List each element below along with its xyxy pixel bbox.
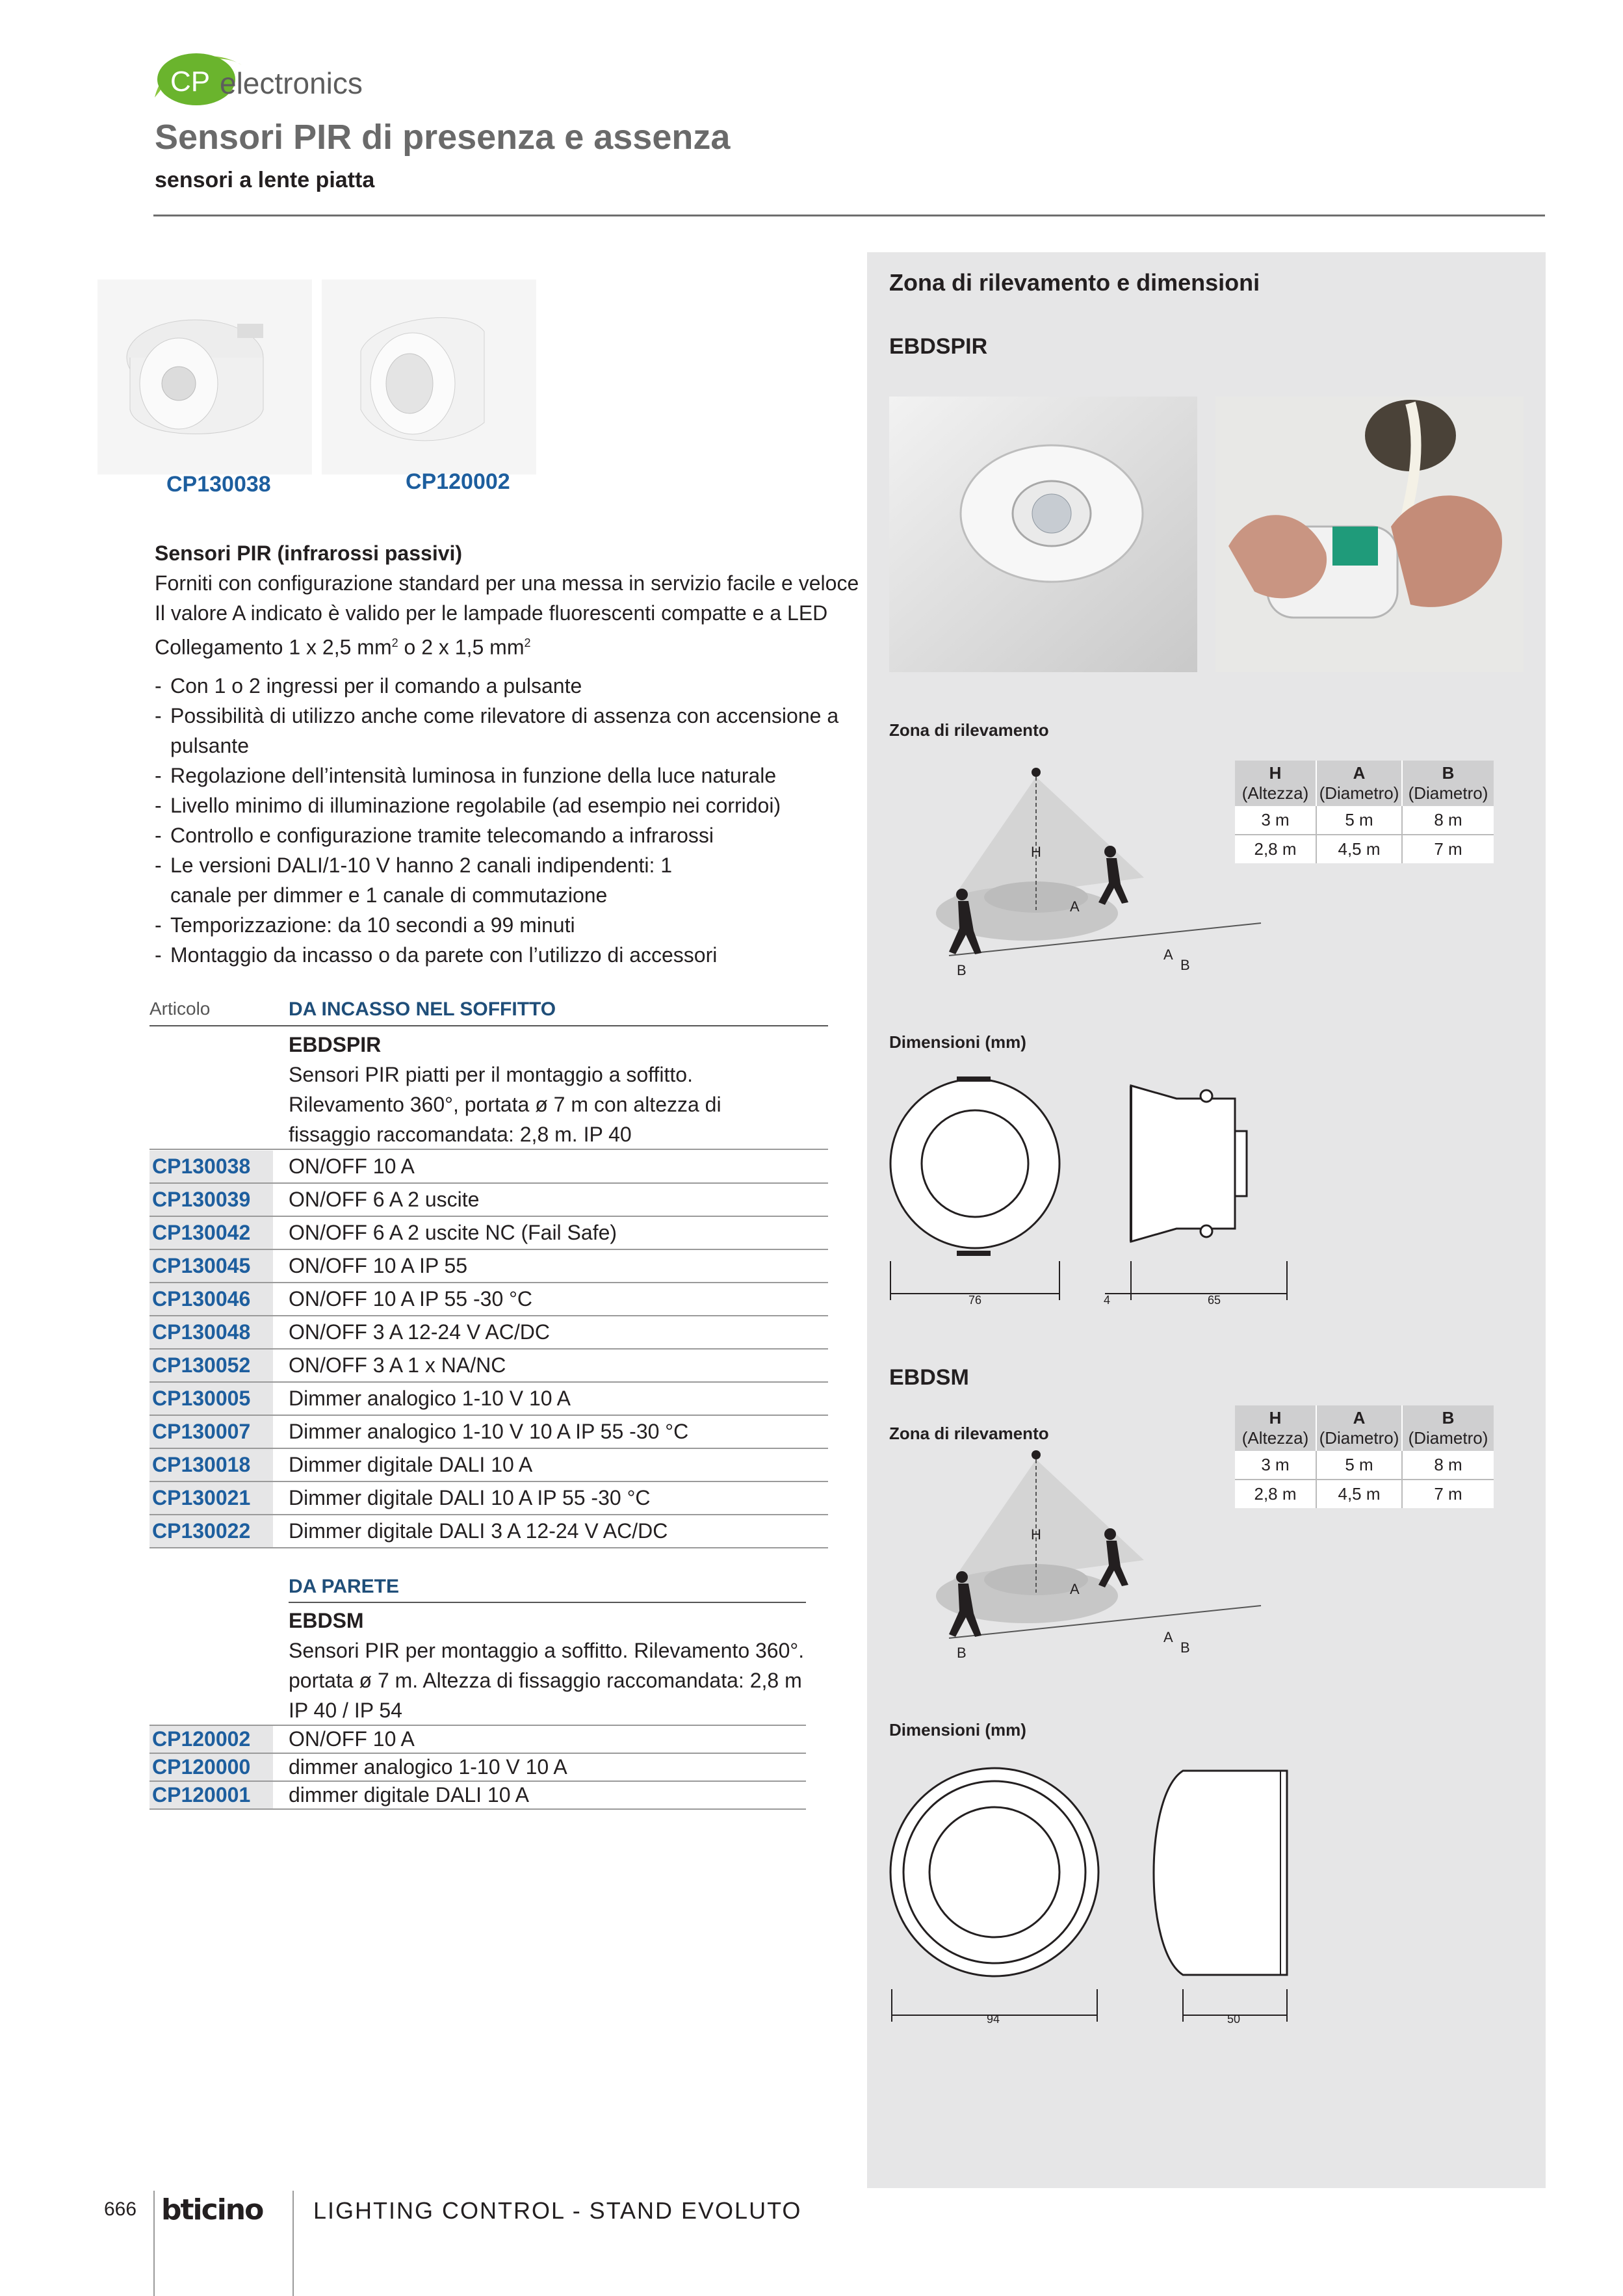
dimension-value: 65 (1208, 1294, 1221, 1307)
model-desc: portata ø 7 m. Altezza di fissaggio raccomandata: 2,8 m (289, 1669, 802, 1692)
table-row: CP130045 ON/OFF 10 A IP 55 (149, 1250, 828, 1283)
model-desc: Sensori PIR per montaggio a soffitto. Rilevamento 360°. (289, 1639, 805, 1662)
table-rule (149, 1149, 828, 1150)
dimension-value: 94 (987, 2013, 1000, 2026)
diagram-letter: A (1070, 1581, 1080, 1597)
table-row: CP130007 Dimmer analogico 1-10 V 10 A IP 55 -30 °C (149, 1416, 828, 1449)
model-desc: Sensori PIR piatti per il montaggio a soffitto. (289, 1063, 693, 1086)
page-number: 666 (104, 2198, 137, 2220)
logo-initials: CP (170, 66, 211, 98)
dimensions-label: Dimensioni (mm) (889, 1720, 1026, 1740)
diagram-letter: B (957, 1645, 967, 1661)
dimension-value: 50 (1227, 2013, 1241, 2026)
product-photo-cp130038 (97, 280, 312, 475)
feature-item: - Possibilità di utilizzo anche come rilevatore di assenza con accensione a pulsante (155, 701, 870, 761)
product-code-label: CP130038 (166, 472, 271, 497)
zone-label: Zona di rilevamento (889, 1424, 1049, 1443)
logo-text: electronics (220, 66, 363, 100)
intro-connection: Collegamento 1 x 2,5 $mm^2$ o 2 x 1,5 $mm^2$ (155, 635, 531, 659)
feature-item: - Temporizzazione: da 10 secondi a 99 minuti (155, 910, 870, 940)
model-desc: IP 40 / IP 54 (289, 1699, 402, 1722)
bticino-logo: bticino (161, 2193, 263, 2226)
section-header: DA PARETE (289, 1576, 400, 1597)
page-subtitle: sensori a lente piatta (155, 168, 375, 192)
panel-title: Zona di rilevamento e dimensioni (889, 269, 1260, 296)
footer-section: LIGHTING CONTROL - STAND EVOLUTO (313, 2197, 802, 2224)
model-name: EBDSPIR (289, 1033, 382, 1056)
page-title: Sensori PIR di presenza e assenza (155, 118, 731, 157)
feature-item-continued: canale per dimmer e 1 canale di commutazione (170, 883, 608, 907)
table-row: CP130018 Dimmer digitale DALI 10 A (149, 1449, 828, 1482)
diagram-letter: H (1031, 1526, 1041, 1543)
cp-electronics-logo (151, 39, 365, 111)
table-row: CP130048 ON/OFF 3 A 12-24 V AC/DC (149, 1316, 828, 1350)
installed-sensor-photo (889, 397, 1197, 672)
diagram-letter: B (1180, 1639, 1190, 1656)
table-row: CP120002 ON/OFF 10 A (149, 1726, 806, 1754)
section-header: DA INCASSO NEL SOFFITTO (289, 998, 556, 1020)
column-label-articolo: Articolo (149, 998, 211, 1019)
feature-list (155, 671, 870, 970)
detection-zone-diagram (897, 761, 1274, 982)
product-photo-cp120002 (322, 280, 536, 475)
panel-model-ebdsm: EBDSM (889, 1365, 969, 1390)
table-row: CP130038 ON/OFF 10 A (149, 1151, 828, 1184)
dimension-drawing-ebdspir (884, 1066, 1300, 1313)
table-row: CP130042 ON/OFF 6 A 2 uscite NC (Fail Safe) (149, 1217, 828, 1250)
zone-label: Zona di rilevamento (889, 720, 1049, 740)
table-row: CP130039 ON/OFF 6 A 2 uscite (149, 1184, 828, 1217)
zone-spec-table: H (Altezza) A (Diametro) B (Diametro) 3 m 5 m 8 m 2,8 m 4,5 m 7 m (1235, 761, 1494, 863)
feature-item: - Con 1 o 2 ingressi per il comando a pulsante (155, 671, 870, 701)
intro-line: Forniti con configurazione standard per una messa in servizio facile e veloce (155, 571, 859, 595)
table-rule (289, 1602, 806, 1603)
product-code-label: CP120002 (406, 469, 510, 494)
diagram-letter: B (957, 962, 967, 978)
diagram-letter: H (1031, 844, 1041, 860)
footer-divider (153, 2191, 155, 2296)
model-desc: Rilevamento 360°, portata ø 7 m con altezza di (289, 1093, 721, 1116)
table-row: CP120000 dimmer analogico 1-10 V 10 A (149, 1754, 806, 1782)
header-divider (153, 215, 1545, 216)
diagram-letter: B (1180, 957, 1190, 973)
feature-item: - Controllo e configurazione tramite telecomando a infrarossi (155, 820, 870, 850)
model-desc: fissaggio raccomandata: 2,8 m. IP 40 (289, 1123, 632, 1146)
dimension-value: 4 (1104, 1294, 1111, 1307)
panel-model-ebdspir: EBDSPIR (889, 334, 988, 359)
table-row: CP130021 Dimmer digitale DALI 10 A IP 55 -30 °C (149, 1482, 828, 1515)
footer-divider (292, 2191, 294, 2296)
table-row: CP130005 Dimmer analogico 1-10 V 10 A (149, 1383, 828, 1416)
table-row: CP130046 ON/OFF 10 A IP 55 -30 °C (149, 1283, 828, 1316)
diagram-letter: A (1163, 946, 1173, 963)
dimension-value: 76 (968, 1294, 982, 1307)
table-row: CP120001 dimmer digitale DALI 10 A (149, 1782, 806, 1810)
installation-hands-photo (1215, 397, 1524, 672)
intro-line: Il valore A indicato è valido per le lampade fluorescenti compatte e a LED (155, 601, 828, 625)
table-row: CP130022 Dimmer digitale DALI 3 A 12-24 V AC/DC (149, 1515, 828, 1548)
feature-item: - Regolazione dell’intensità luminosa in funzione della luce naturale (155, 761, 870, 790)
zone-spec-table: H (Altezza) A (Diametro) B (Diametro) 3 m 5 m 8 m 2,8 m 4,5 m 7 m (1235, 1405, 1494, 1508)
diagram-letter: A (1163, 1629, 1173, 1645)
table-rule (149, 1025, 828, 1026)
diagram-letter: A (1070, 898, 1080, 915)
dimension-drawing-ebdsm (884, 1755, 1300, 2041)
model-name: EBDSM (289, 1609, 364, 1632)
feature-item: - Livello minimo di illuminazione regolabile (ad esempio nei corridoi) (155, 790, 870, 820)
feature-item: - Le versioni DALI/1-10 V hanno 2 canali indipendenti: 1 (155, 850, 870, 880)
detection-zone-diagram (897, 1443, 1274, 1664)
dimensions-label: Dimensioni (mm) (889, 1032, 1026, 1052)
table-row: CP130052 ON/OFF 3 A 1 x NA/NC (149, 1350, 828, 1383)
intro-heading: Sensori PIR (infrarossi passivi) (155, 541, 463, 565)
feature-item: - Montaggio da incasso o da parete con l’utilizzo di accessori (155, 940, 870, 970)
